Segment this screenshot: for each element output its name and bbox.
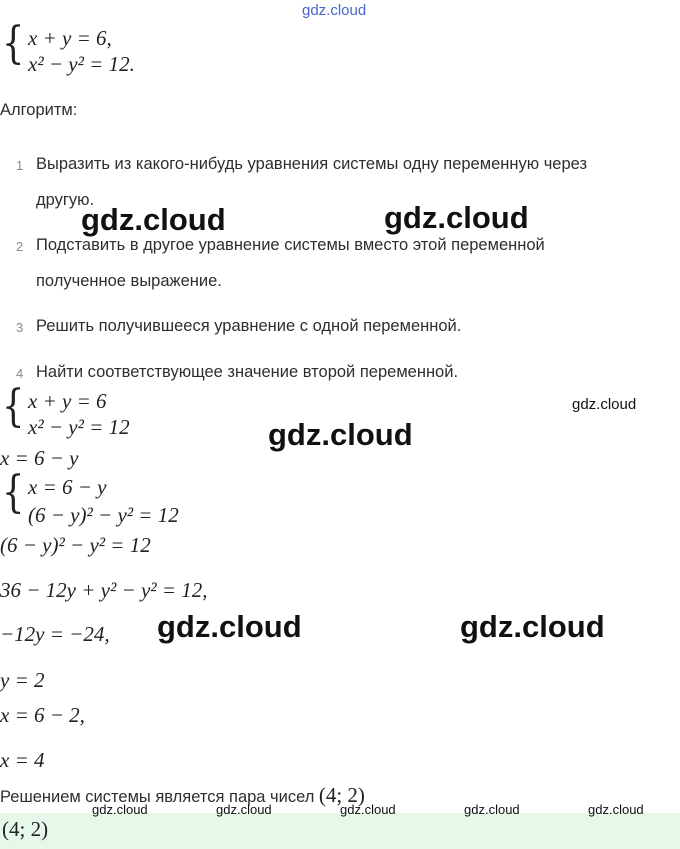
clipped-text-line bbox=[0, 85, 260, 91]
watermark: gdz.cloud bbox=[216, 802, 272, 817]
system3-eq2: (6 − y)² − y² = 12 bbox=[28, 503, 179, 527]
step-text: другую. bbox=[36, 191, 95, 209]
conclusion-pair: (4; 2) bbox=[318, 783, 365, 807]
math-step: x = 6 − 2, bbox=[0, 703, 85, 727]
watermark: gdz.cloud bbox=[268, 417, 413, 452]
watermark: gdz.cloud bbox=[572, 396, 637, 413]
step-number: 2 bbox=[16, 239, 24, 254]
math-step: (6 − y)² − y² = 12 bbox=[0, 533, 151, 557]
watermark: gdz.cloud bbox=[340, 802, 396, 817]
brace-icon: { bbox=[2, 381, 25, 432]
equation-system-3 bbox=[2, 467, 222, 527]
step-number: 3 bbox=[16, 320, 24, 335]
watermark: gdz.cloud bbox=[157, 609, 302, 644]
system2-eq1: x + y = 6 bbox=[28, 389, 107, 413]
algorithm-title: Алгоритм: bbox=[0, 101, 78, 119]
step-text: Найти соответствующее значение второй переменной. bbox=[36, 363, 459, 381]
brace-icon: { bbox=[2, 18, 25, 69]
step-text: полученное выражение. bbox=[36, 272, 222, 290]
brace-icon: { bbox=[2, 467, 25, 518]
equation-system-1 bbox=[2, 18, 202, 76]
watermark: gdz.cloud bbox=[460, 609, 605, 644]
expression-x: x = 6 − y bbox=[0, 446, 79, 470]
step-number: 4 bbox=[16, 366, 24, 381]
step-text: Подставить в другое уравнение системы вместо этой переменной bbox=[36, 236, 545, 254]
answer-box bbox=[0, 813, 680, 849]
step-number: 1 bbox=[16, 158, 24, 173]
watermark-top: gdz.cloud bbox=[302, 2, 367, 19]
watermark: gdz.cloud bbox=[81, 202, 226, 237]
system1-eq2: x² − y² = 12. bbox=[28, 52, 135, 76]
math-step: x = 4 bbox=[0, 748, 45, 772]
math-step: y = 2 bbox=[0, 668, 45, 692]
system2-eq2: x² − y² = 12 bbox=[28, 415, 130, 439]
math-step: −12y = −24, bbox=[0, 622, 110, 646]
step-text: Выразить из какого-нибудь уравнения системы одну переменную через bbox=[36, 155, 588, 173]
math-step: 36 − 12y + y² − y² = 12, bbox=[0, 578, 208, 602]
conclusion bbox=[0, 783, 365, 808]
watermark: gdz.cloud bbox=[384, 200, 529, 235]
conclusion-text: Решением системы является пара чисел bbox=[0, 788, 315, 806]
equation-system-2 bbox=[2, 381, 202, 439]
watermark: gdz.cloud bbox=[92, 802, 148, 817]
step-text: Решить получившееся уравнение с одной переменной. bbox=[36, 317, 462, 335]
watermark: gdz.cloud bbox=[588, 802, 644, 817]
system3-eq1: x = 6 − y bbox=[28, 475, 107, 499]
system1-eq1: x + y = 6, bbox=[28, 26, 112, 50]
answer-value: (4; 2) bbox=[2, 817, 49, 841]
watermark: gdz.cloud bbox=[464, 802, 520, 817]
